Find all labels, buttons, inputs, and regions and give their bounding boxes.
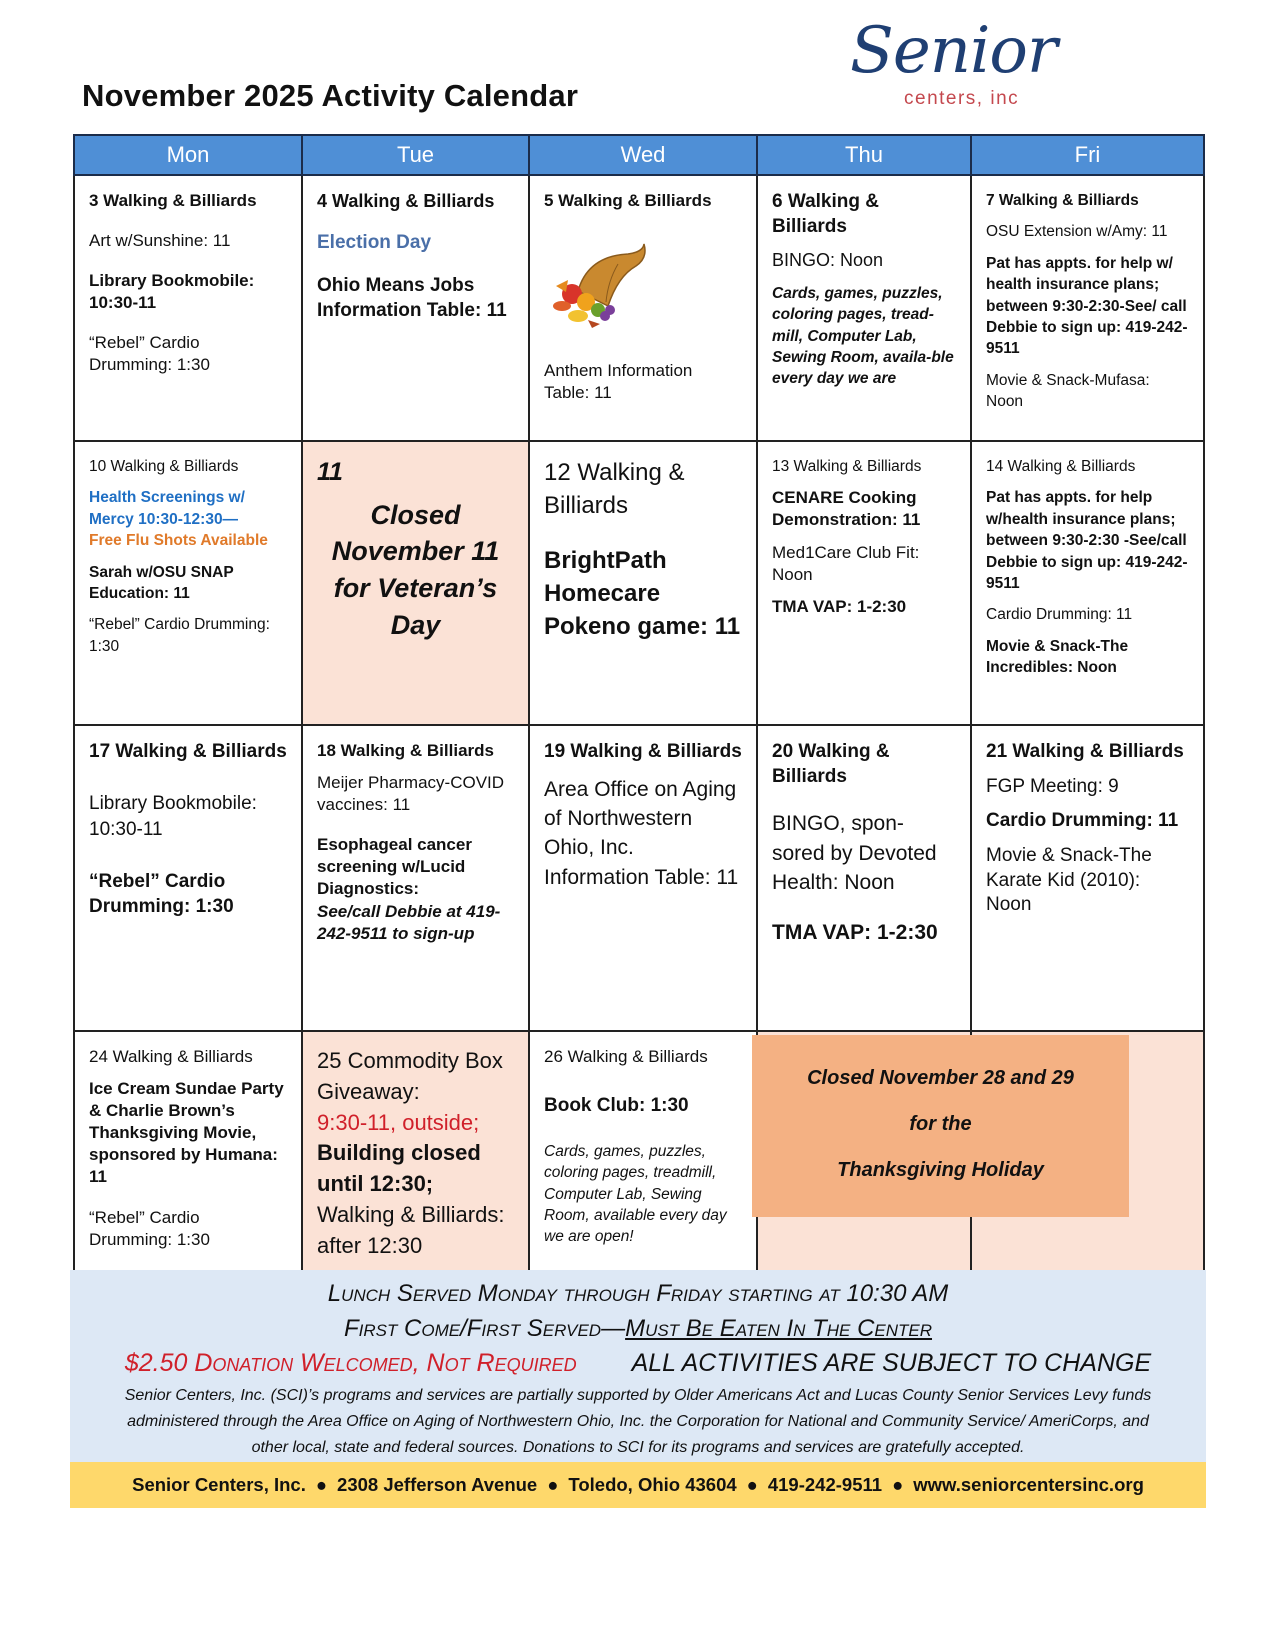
- event: TMA VAP: 1-2:30: [772, 920, 938, 944]
- day-heading: 25 Commodity Box Giveaway:: [317, 1048, 503, 1104]
- day-heading: 7 Walking & Billiards: [986, 192, 1139, 209]
- day-cell-13: [757, 441, 971, 725]
- donation-text: $2.50 Donation Welcomed, Not Required: [124, 1349, 577, 1377]
- day-cell-19: [529, 725, 757, 1031]
- event: Health Screenings w/ Mercy 10:30-12:30—: [89, 489, 245, 528]
- day-cell-6: [757, 175, 971, 441]
- day-heading: 5 Walking & Billiards: [544, 191, 712, 210]
- funding-disclaimer: Senior Centers, Inc. (SCI)’s programs and services are partially supported by Older Americans Act and Lucas County Senior Services Levy funds administered through the Area Office on Aging of Northwestern Ohio, Inc. the Corporation for National and Community Service/ AmeriCorps, and other local, state and federal sources. Donations to SCI for its programs and services are gratefully accepted.: [124, 1387, 1152, 1456]
- day-heading: 24 Walking & Billiards: [89, 1047, 253, 1066]
- org-name: Senior Centers, Inc.: [132, 1474, 306, 1495]
- day-cell-3: [74, 175, 302, 441]
- event: Anthem Information Table: 11: [544, 361, 693, 403]
- day-heading: 19 Walking & Billiards: [544, 741, 742, 762]
- day-cell-20: [757, 725, 971, 1031]
- day-cell-17: [74, 725, 302, 1031]
- day-heading: 6 Walking & Billiards: [772, 191, 879, 237]
- logo-subtitle: centers, inc: [904, 88, 1020, 109]
- day-heading: 12 Walking & Billiards: [544, 459, 685, 520]
- week-row: [74, 441, 1204, 725]
- day-cell-21: [971, 725, 1204, 1031]
- event: 9:30-11, outside;: [317, 1109, 480, 1135]
- event: “Rebel” Cardio Drumming: 1:30: [89, 1207, 210, 1249]
- week-row: [74, 725, 1204, 1031]
- event: FGP Meeting: 9: [986, 775, 1119, 797]
- day-cell-7: [971, 175, 1204, 441]
- day-heading: 3 Walking & Billiards: [89, 191, 257, 210]
- day-header-fri: Fri: [971, 135, 1204, 175]
- event: Ohio Means Jobs Information Table: 11: [317, 275, 507, 321]
- event: Building closed until 12:30;: [317, 1140, 481, 1197]
- day-heading: 10 Walking & Billiards: [89, 458, 239, 475]
- event: Pat has appts. for help w/health insurance plans; between 9:30-2:30 -See/call Debbie to sign up: 419-242-9511: [986, 489, 1188, 592]
- day-cell-10: [74, 441, 302, 725]
- event: Library Bookmobile: 10:30-11: [89, 271, 255, 313]
- weekday-header-row: [74, 135, 1204, 175]
- event: “Rebel” Cardio Drumming: 1:30: [89, 333, 210, 375]
- day-heading: 4 Walking & Billiards: [317, 191, 495, 211]
- day-heading: 18 Walking & Billiards: [317, 741, 494, 760]
- day-cell-18: [302, 725, 529, 1031]
- day-heading: 26 Walking & Billiards: [544, 1047, 708, 1066]
- city: Toledo, Ohio 43604: [568, 1474, 737, 1495]
- event: Meijer Pharmacy-COVID vaccines: 11: [317, 773, 505, 815]
- day-heading: 14 Walking & Billiards: [986, 458, 1136, 475]
- day-cell-14: [971, 441, 1204, 725]
- event: Esophageal cancer screening w/Lucid Diagnostics:: [317, 835, 472, 899]
- thanksgiving-closed-notice: [752, 1035, 1129, 1217]
- bullet-icon: ●: [746, 1474, 758, 1495]
- day-header-wed: Wed: [529, 135, 757, 175]
- day-header-tue: Tue: [302, 135, 529, 175]
- page-title: November 2025 Activity Calendar: [82, 78, 579, 113]
- event: BINGO, spon-sored by Devoted Health: Noon: [772, 812, 937, 895]
- eaten-in-center-text: Must Be Eaten In The Center: [625, 1315, 933, 1342]
- lunch-info-panel: [70, 1270, 1206, 1462]
- day-header-mon: Mon: [74, 135, 302, 175]
- closed-veterans-day: Closed November 11 for Veteran’s Day: [331, 499, 500, 640]
- event: Med1Care Club Fit: Noon: [772, 542, 920, 584]
- day-cell-11-closed: [302, 441, 529, 725]
- event: Library Bookmobile: 10:30-11: [89, 792, 257, 841]
- website-link[interactable]: www.seniorcentersinc.org: [913, 1474, 1144, 1495]
- event: Art w/Sunshine: 11: [89, 231, 231, 251]
- day-heading: 21 Walking & Billiards: [986, 741, 1184, 762]
- closed-line: Closed November 28 and 29: [807, 1067, 1074, 1089]
- bullet-icon: ●: [547, 1474, 559, 1495]
- day-heading: 17 Walking & Billiards: [89, 741, 287, 762]
- bullet-icon: ●: [315, 1474, 328, 1495]
- event-note: Cards, games, puzzles, coloring pages, tread-mill, Computer Lab, Sewing Room, availa-ble every day we are: [772, 284, 954, 388]
- event: Walking & Billiards: after 12:30: [317, 1201, 505, 1258]
- lunch-rules: [70, 1311, 1206, 1346]
- donation-line: [70, 1346, 1206, 1381]
- event: “Rebel” Cardio Drumming: 1:30: [89, 870, 234, 917]
- day-heading: 20 Walking & Billiards: [772, 741, 890, 787]
- day-header-thu: Thu: [757, 135, 971, 175]
- day-cell-4: [302, 175, 529, 441]
- event: Free Flu Shots Available: [89, 532, 268, 550]
- event: Movie & Snack-Mufasa: Noon: [986, 371, 1150, 410]
- closed-line: Thanksgiving Holiday: [837, 1159, 1044, 1181]
- event: Ice Cream Sundae Party & Charlie Brown’s Thanksgiving Movie, sponsored by Humana: 11: [89, 1079, 284, 1187]
- event: BINGO: Noon: [772, 250, 884, 271]
- event-note: See/call Debbie at 419-242-9511 to sign-up: [317, 901, 501, 943]
- event: Pat has appts. for help w/ health insurance plans; between 9:30-2:30-See/ call Debbie to sign up: 419-242-9511: [986, 254, 1188, 358]
- closed-line: for the: [909, 1113, 972, 1135]
- bullet-icon: ●: [892, 1474, 904, 1495]
- phone: 419-242-9511: [767, 1474, 883, 1495]
- event: Area Office on Aging of Northwestern Ohio, Inc. Information Table: 11: [544, 777, 739, 889]
- event: CENARE Cooking Demonstration: 11: [772, 488, 921, 530]
- first-come-text: First Come/First Served—: [343, 1315, 626, 1342]
- election-day-label: Election Day: [317, 232, 432, 254]
- event: Book Club: 1:30: [544, 1095, 689, 1117]
- event: Movie & Snack-The Incredibles: Noon: [986, 637, 1129, 676]
- event-note: Cards, games, puzzles, coloring pages, treadmill, Computer Lab, Sewing Room, available every day we are open!: [544, 1142, 727, 1246]
- event: OSU Extension w/Amy: 11: [986, 223, 1168, 241]
- event: Cardio Drumming: 11: [986, 810, 1179, 832]
- address: 2308 Jefferson Avenue: [337, 1474, 538, 1495]
- event: Sarah w/OSU SNAP Education: 11: [89, 563, 234, 602]
- event: Movie & Snack-The Karate Kid (2010): Noon: [986, 845, 1152, 916]
- subject-to-change-text: ALL ACTIVITIES ARE SUBJECT TO CHANGE: [631, 1349, 1152, 1377]
- day-heading: 13 Walking & Billiards: [772, 458, 922, 475]
- day-number: 11: [317, 458, 343, 486]
- event: TMA VAP: 1-2:30: [772, 596, 907, 616]
- contact-footer: [70, 1462, 1206, 1508]
- event: BrightPath Homecare Pokeno game: 11: [544, 547, 741, 641]
- lunch-hours: Lunch Served Monday through Friday starting at 10:30 AM: [327, 1280, 949, 1307]
- senior-centers-logo: [850, 14, 1085, 114]
- day-cell-12: [529, 441, 757, 725]
- event: Cardio Drumming: 11: [986, 606, 1133, 624]
- logo-word: Senior: [850, 14, 1057, 88]
- event: “Rebel” Cardio Drumming: 1:30: [89, 616, 270, 655]
- cornucopia-icon: [548, 236, 648, 331]
